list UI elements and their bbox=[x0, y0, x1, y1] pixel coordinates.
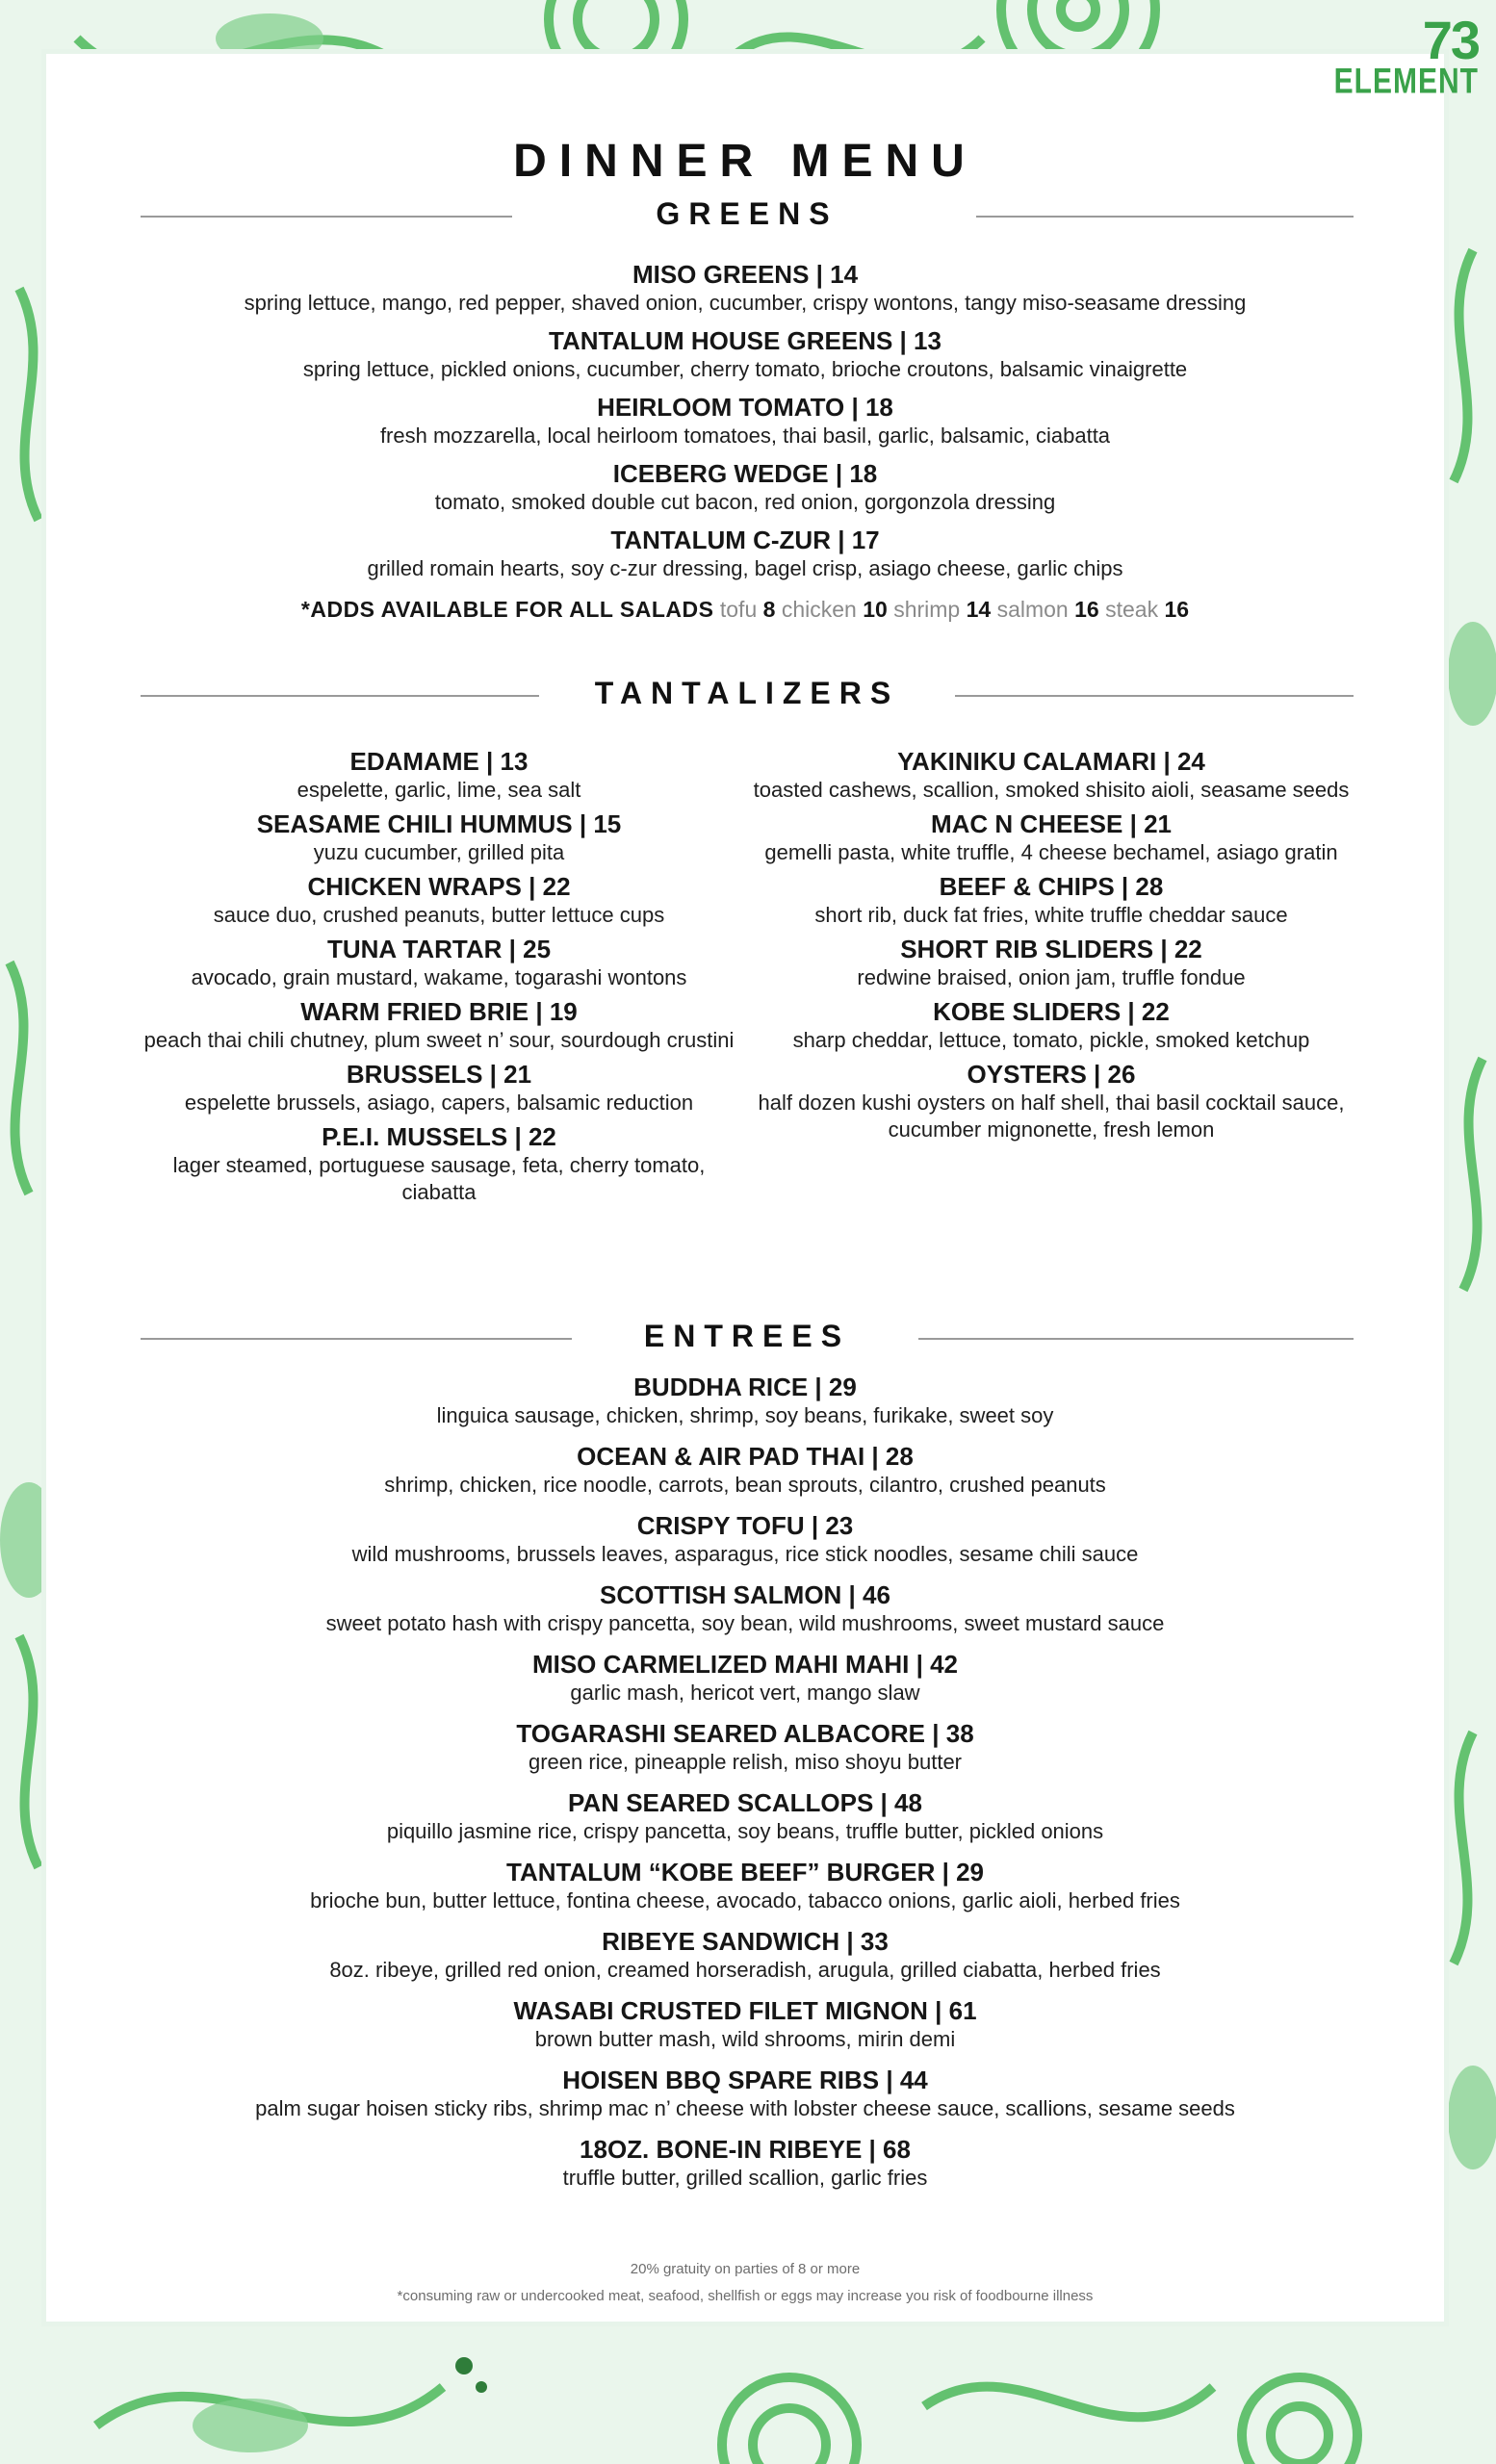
menu-item bbox=[46, 1373, 1444, 1429]
menu-item-name: OYSTERS | 26 bbox=[967, 1060, 1136, 1089]
menu-item bbox=[141, 747, 737, 804]
menu-item bbox=[753, 997, 1350, 1054]
logo-word: ELEMENT bbox=[1333, 61, 1479, 101]
entrees-list bbox=[46, 1373, 1444, 2204]
menu-item bbox=[141, 997, 737, 1054]
add-option-price: 16 bbox=[1074, 597, 1099, 622]
menu-item bbox=[753, 1060, 1350, 1143]
tantalizers-right-column bbox=[753, 747, 1350, 1149]
section-header-greens bbox=[141, 196, 1354, 235]
add-option-name: steak bbox=[1105, 597, 1159, 622]
menu-item bbox=[46, 1580, 1444, 1637]
menu-item-description: espelette, garlic, lime, sea salt bbox=[297, 778, 581, 802]
menu-item bbox=[46, 326, 1444, 383]
salad-adds bbox=[46, 597, 1444, 623]
menu-item bbox=[46, 2135, 1444, 2192]
add-option-price: 14 bbox=[966, 597, 992, 622]
menu-item-description: sweet potato hash with crispy pancetta, soy bean, wild mushrooms, sweet mustard sauce bbox=[325, 1611, 1165, 1635]
menu-item bbox=[46, 2066, 1444, 2122]
menu-item-description: toasted cashews, scallion, smoked shisito aioli, seasame seeds bbox=[753, 778, 1350, 802]
menu-item-description: wild mushrooms, brussels leaves, asparagus, rice stick noodles, sesame chili sauce bbox=[351, 1542, 1139, 1566]
menu-item-name: TANTALUM C-ZUR | 17 bbox=[610, 526, 880, 554]
divider-line bbox=[955, 695, 1354, 697]
add-option-price: 8 bbox=[762, 597, 776, 622]
menu-item-name: ICEBERG WEDGE | 18 bbox=[612, 459, 878, 488]
menu-item-description: shrimp, chicken, rice noodle, carrots, bean sprouts, cilantro, crushed peanuts bbox=[384, 1473, 1106, 1497]
menu-item-name: TUNA TARTAR | 25 bbox=[326, 935, 552, 963]
menu-item-description: redwine braised, onion jam, truffle fondue bbox=[857, 965, 1246, 989]
menu-item-description: brioche bun, butter lettuce, fontina cheese, avocado, tabacco onions, garlic aioli, herbed fries bbox=[310, 1888, 1180, 1912]
section-header-entrees bbox=[141, 1319, 1354, 1357]
adds-options bbox=[720, 597, 1189, 622]
menu-item-description: espelette brussels, asiago, capers, balsamic reduction bbox=[184, 1091, 694, 1115]
menu-item-description: brown butter mash, wild shrooms, mirin demi bbox=[534, 2027, 956, 2051]
menu-item-name: TANTALUM “KOBE BEEF” BURGER | 29 bbox=[506, 1858, 984, 1886]
menu-item-name: TOGARASHI SEARED ALBACORE | 38 bbox=[516, 1719, 974, 1748]
menu-item-name: EDAMAME | 13 bbox=[349, 747, 529, 776]
section-title-entrees: ENTREES bbox=[643, 1319, 851, 1353]
divider-line bbox=[918, 1338, 1354, 1340]
menu-item-name: SCOTTISH SALMON | 46 bbox=[600, 1580, 890, 1609]
menu-item-name: CHICKEN WRAPS | 22 bbox=[307, 872, 571, 901]
menu-item bbox=[46, 1858, 1444, 1914]
menu-item-name: BEEF & CHIPS | 28 bbox=[939, 872, 1164, 901]
greens-list bbox=[46, 260, 1444, 592]
menu-item-description: grilled romain hearts, soy c-zur dressing, bagel crisp, asiago cheese, garlic chips bbox=[367, 556, 1123, 580]
section-header-tantalizers bbox=[141, 676, 1354, 714]
add-option-name: shrimp bbox=[893, 597, 961, 622]
menu-item-description: 8oz. ribeye, grilled red onion, creamed horseradish, arugula, grilled ciabatta, herbed fries bbox=[329, 1958, 1161, 1982]
menu-item-name: P.E.I. MUSSELS | 22 bbox=[322, 1122, 556, 1151]
menu-item-name: RIBEYE SANDWICH | 33 bbox=[602, 1927, 889, 1956]
logo-number: 73 bbox=[1422, 10, 1479, 70]
menu-item-description: linguica sausage, chicken, shrimp, soy beans, furikake, sweet soy bbox=[436, 1403, 1054, 1427]
menu-item-description: piquillo jasmine rice, crispy pancetta, soy beans, truffle butter, pickled onions bbox=[386, 1819, 1104, 1843]
divider-line bbox=[976, 216, 1354, 218]
menu-footer bbox=[46, 2256, 1444, 2310]
menu-item bbox=[141, 1060, 737, 1116]
menu-item-name: OCEAN & AIR PAD THAI | 28 bbox=[577, 1442, 914, 1471]
menu-item bbox=[753, 872, 1350, 929]
menu-item bbox=[46, 1927, 1444, 1984]
menu-item-name: TANTALUM HOUSE GREENS | 13 bbox=[549, 326, 941, 355]
menu-item-description: spring lettuce, mango, red pepper, shaved onion, cucumber, crispy wontons, tangy miso-seasame dressing bbox=[244, 291, 1247, 315]
menu-item-name: WARM FRIED BRIE | 19 bbox=[300, 997, 578, 1026]
menu-item-description: avocado, grain mustard, wakame, togarashi wontons bbox=[191, 965, 687, 989]
gratuity-note: 20% gratuity on parties of 8 or more bbox=[630, 2261, 861, 2277]
menu-item bbox=[46, 1719, 1444, 1776]
menu-item-name: WASABI CRUSTED FILET MIGNON | 61 bbox=[513, 1996, 977, 2025]
menu-item-description: short rib, duck fat fries, white truffle cheddar sauce bbox=[814, 903, 1288, 927]
menu-item bbox=[46, 393, 1444, 449]
menu-item-description: tomato, smoked double cut bacon, red onion, gorgonzola dressing bbox=[434, 490, 1056, 514]
menu-item-name: KOBE SLIDERS | 22 bbox=[933, 997, 1170, 1026]
menu-item bbox=[46, 1650, 1444, 1707]
menu-item bbox=[46, 1511, 1444, 1568]
menu-item-description: green rice, pineapple relish, miso shoyu butter bbox=[528, 1750, 963, 1774]
menu-item bbox=[753, 809, 1350, 866]
menu-item-name: CRISPY TOFU | 23 bbox=[636, 1511, 854, 1540]
menu-item-name: 18OZ. BONE-IN RIBEYE | 68 bbox=[580, 2135, 911, 2164]
add-option-price: 10 bbox=[863, 597, 888, 622]
menu-item-description: palm sugar hoisen sticky ribs, shrimp mac n’ cheese with lobster cheese sauce, scallions, sesame seeds bbox=[255, 2096, 1235, 2120]
menu-item-name: SEASAME CHILI HUMMUS | 15 bbox=[256, 809, 622, 838]
section-title-greens: GREENS bbox=[656, 196, 838, 231]
section-title-tantalizers: TANTALIZERS bbox=[594, 676, 900, 710]
menu-item bbox=[46, 526, 1444, 582]
menu-item bbox=[46, 459, 1444, 516]
menu-item-name: HEIRLOOM TOMATO | 18 bbox=[597, 393, 893, 422]
menu-item-description: gemelli pasta, white truffle, 4 cheese bechamel, asiago gratin bbox=[764, 840, 1338, 864]
menu-item-name: MAC N CHEESE | 21 bbox=[931, 809, 1172, 838]
menu-item bbox=[753, 935, 1350, 991]
tantalizers-left-column bbox=[141, 747, 737, 1212]
page-title: DINNER MENU bbox=[513, 136, 977, 187]
menu-item-description: sharp cheddar, lettuce, tomato, pickle, smoked ketchup bbox=[792, 1028, 1310, 1052]
food-safety-warning: *consuming raw or undercooked meat, seafood, shellfish or eggs may increase you risk of foodbourne illness bbox=[397, 2288, 1094, 2304]
menu-content bbox=[46, 54, 1444, 2322]
menu-item-name: BRUSSELS | 21 bbox=[346, 1060, 532, 1089]
menu-item-description: lager steamed, portuguese sausage, feta, cherry tomato, ciabatta bbox=[172, 1153, 706, 1204]
menu-item bbox=[46, 1788, 1444, 1845]
menu-item-name: PAN SEARED SCALLOPS | 48 bbox=[568, 1788, 922, 1817]
menu-item-name: SHORT RIB SLIDERS | 22 bbox=[900, 935, 1202, 963]
menu-item bbox=[46, 1996, 1444, 2053]
menu-item-description: half dozen kushi oysters on half shell, thai basil cocktail sauce, cucumber mignonette, fresh lemon bbox=[758, 1091, 1345, 1142]
menu-item-name: BUDDHA RICE | 29 bbox=[633, 1373, 857, 1401]
menu-item bbox=[141, 1122, 737, 1206]
add-option-name: tofu bbox=[719, 597, 758, 622]
menu-item-description: truffle butter, grilled scallion, garlic fries bbox=[562, 2166, 928, 2190]
menu-item-description: spring lettuce, pickled onions, cucumber, cherry tomato, brioche croutons, balsamic vinaigrette bbox=[302, 357, 1188, 381]
add-option-name: salmon bbox=[996, 597, 1069, 622]
menu-item-description: yuzu cucumber, grilled pita bbox=[313, 840, 565, 864]
menu-item bbox=[46, 1442, 1444, 1499]
add-option-name: chicken bbox=[781, 597, 857, 622]
menu-item bbox=[141, 935, 737, 991]
menu-item-name: YAKINIKU CALAMARI | 24 bbox=[897, 747, 1205, 776]
menu-item bbox=[753, 747, 1350, 804]
menu-item-name: MISO GREENS | 14 bbox=[632, 260, 859, 289]
menu-item bbox=[46, 260, 1444, 317]
menu-item-description: garlic mash, hericot vert, mango slaw bbox=[570, 1681, 920, 1705]
menu-item-name: MISO CARMELIZED MAHI MAHI | 42 bbox=[531, 1650, 959, 1679]
menu-item-description: fresh mozzarella, local heirloom tomatoes, thai basil, garlic, balsamic, ciabatta bbox=[379, 424, 1111, 448]
menu-item bbox=[141, 872, 737, 929]
menu-item-description: sauce duo, crushed peanuts, butter lettuce cups bbox=[213, 903, 665, 927]
menu-item-description: peach thai chili chutney, plum sweet n’ sour, sourdough crustini bbox=[143, 1028, 735, 1052]
adds-label: *ADDS AVAILABLE FOR ALL SALADS bbox=[300, 597, 714, 622]
menu-item-name: HOISEN BBQ SPARE RIBS | 44 bbox=[562, 2066, 928, 2094]
menu-item bbox=[141, 809, 737, 866]
add-option-price: 16 bbox=[1164, 597, 1190, 622]
